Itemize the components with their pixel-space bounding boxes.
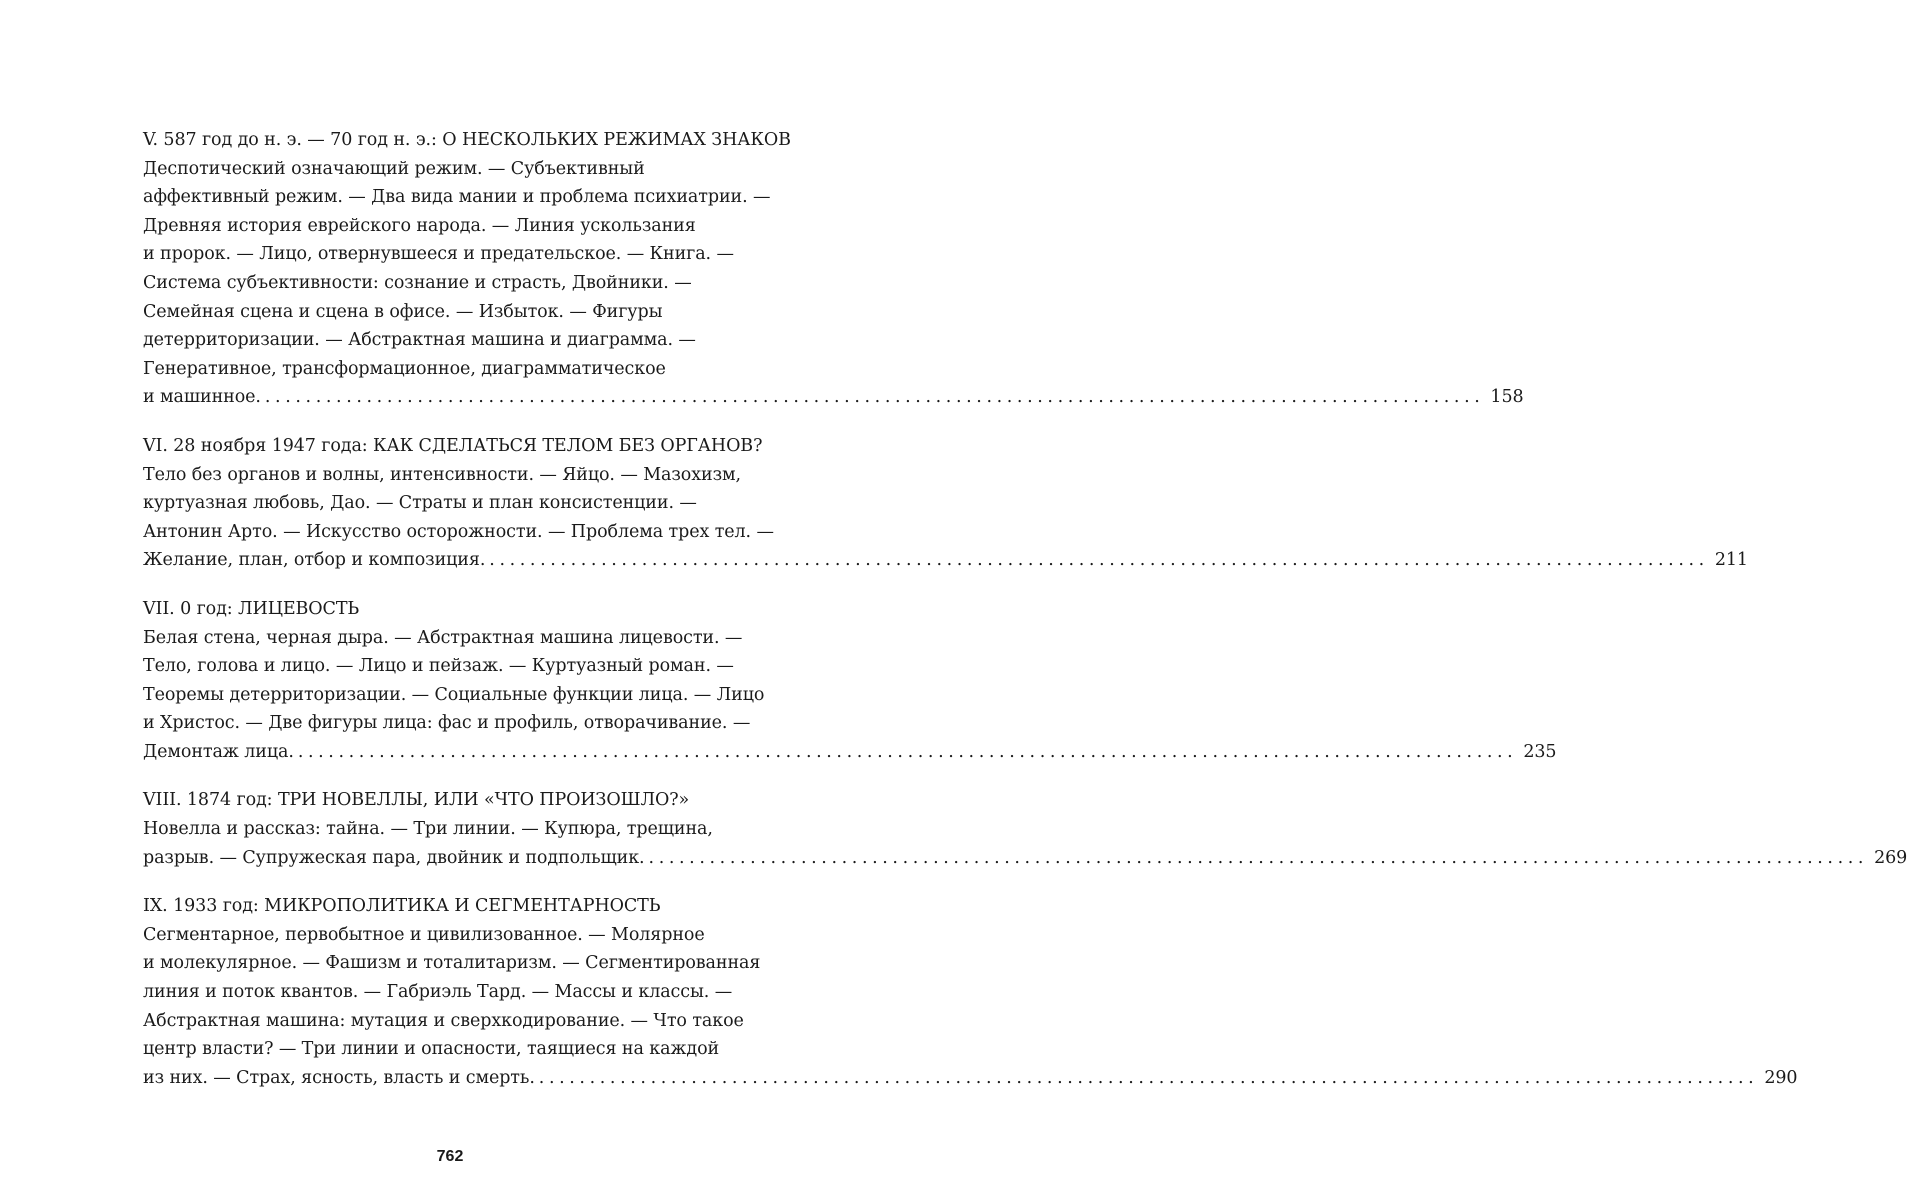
section-line: Белая стена, черная дыра. — Абстрактная машина лицевости. — [143, 627, 743, 648]
toc-section-7 [143, 595, 1557, 767]
page-number: 269 [1874, 847, 1907, 868]
dot-leader: ........................................................................................................................ [264, 387, 1485, 408]
section-line: Теоремы детерриторизации. — Социальные функции лица. — Лицо [143, 684, 765, 705]
section-line: детерриторизации. — Абстрактная машина и диаграмма. — [143, 330, 696, 351]
section-line: и молекулярное. — Фашизм и тоталитаризм. — Сегментированная [143, 953, 761, 974]
section-line: Генеративное, трансформационное, диаграмматическое [143, 358, 666, 379]
section-last-line [143, 383, 1524, 412]
section-line: аффективный режим. — Два вида мании и проблема психиатрии. — [143, 187, 771, 208]
section-last-text: Желание, план, отбор и композиция. [143, 550, 486, 571]
section-last-line [143, 844, 1907, 873]
section-heading: VII. 0 год: ЛИЦЕВОСТЬ [143, 598, 360, 619]
dot-leader: ........................................................................................................................ [648, 847, 1869, 868]
toc-section-6 [143, 432, 1748, 575]
section-line: линия и поток квантов. — Габриэль Тард. — Массы и классы. — [143, 982, 733, 1003]
table-of-contents [143, 126, 1907, 1112]
toc-section-8 [143, 786, 1907, 872]
toc-section-9 [143, 892, 1798, 1092]
section-last-text: из них. — Страх, ясность, власть и смерть. [143, 1067, 535, 1088]
page-number: 158 [1490, 387, 1524, 408]
page-number: 211 [1714, 550, 1748, 571]
section-last-line [143, 738, 1557, 767]
section-last-text: разрыв. — Супружеская пара, двойник и подпольщик. [143, 847, 645, 868]
section-line: Новелла и рассказ: тайна. — Три линии. — Купюра, трещина, [143, 819, 713, 840]
section-line: Семейная сцена и сцена в офисе. — Избыток. — Фигуры [143, 301, 663, 322]
section-line: Антонин Арто. — Искусство осторожности. — Проблема трех тел. — [143, 521, 774, 542]
section-line: Абстрактная машина: мутация и сверхкодирование. — Что такое [143, 1010, 744, 1031]
dot-leader: ........................................................................................................................ [489, 550, 1709, 571]
dot-leader: ........................................................................................................................ [538, 1067, 1759, 1088]
folio-page-number: 762 [436, 1148, 464, 1165]
section-line: Тело, голова и лицо. — Лицо и пейзаж. — Куртуазный роман. — [143, 656, 734, 677]
section-last-text: Демонтаж лица. [143, 741, 294, 762]
section-line: и Христос. — Две фигуры лица: фас и профиль, отворачивание. — [143, 713, 751, 734]
section-line: Деспотический означающий режим. — Субъективный [143, 158, 645, 179]
section-line: и пророк. — Лицо, отвернувшееся и предательское. — Книга. — [143, 244, 734, 265]
section-line: Сегментарное, первобытное и цивилизованное. — Молярное [143, 924, 705, 945]
section-last-line [143, 546, 1748, 575]
dot-leader: ........................................................................................................................ [297, 741, 1518, 762]
section-heading: IX. 1933 год: МИКРОПОЛИТИКА И СЕГМЕНТАРНОСТЬ [143, 896, 661, 917]
page-number: 235 [1523, 741, 1557, 762]
page-number: 290 [1764, 1067, 1798, 1088]
section-heading: VIII. 1874 год: ТРИ НОВЕЛЛЫ, ИЛИ «ЧТО ПРОИЗОШЛО?» [143, 790, 690, 811]
section-last-text: и машинное. [143, 387, 261, 408]
section-heading: V. 587 год до н. э. — 70 год н. э.: О НЕСКОЛЬКИХ РЕЖИМАХ ЗНАКОВ [143, 130, 791, 150]
section-heading: VI. 28 ноября 1947 года: КАК СДЕЛАТЬСЯ ТЕЛОМ БЕЗ ОРГАНОВ? [143, 435, 763, 456]
section-line: Система субъективности: сознание и страсть, Двойники. — [143, 272, 692, 293]
section-line: Тело без органов и волны, интенсивности. — Яйцо. — Мазохизм, [143, 464, 741, 485]
section-last-line [143, 1064, 1798, 1093]
toc-section-5 [143, 126, 1524, 412]
section-line: Древняя история еврейского народа. — Линия ускользания [143, 215, 696, 236]
section-line: куртуазная любовь, Дао. — Страты и план консистенции. — [143, 493, 697, 514]
section-line: центр власти? — Три линии и опасности, таящиеся на каждой [143, 1039, 720, 1060]
